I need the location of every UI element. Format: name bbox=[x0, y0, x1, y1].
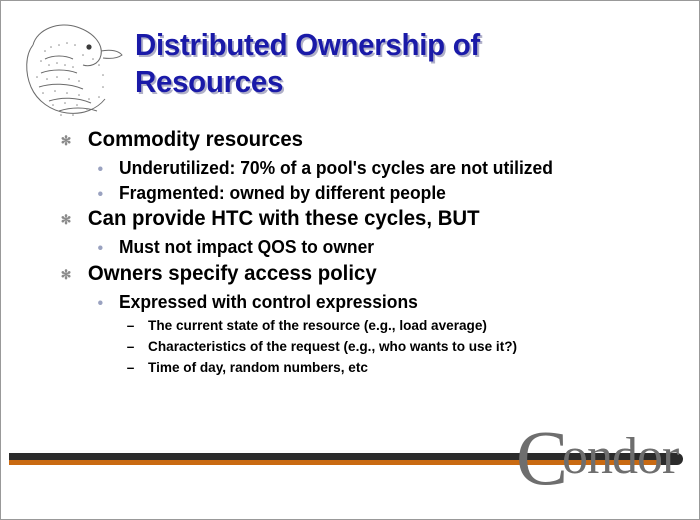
list-item bbox=[53, 156, 664, 180]
dot-bullet-icon: • bbox=[97, 240, 104, 258]
asterisk-bullet-icon: ✻ bbox=[60, 212, 72, 228]
dash-bullet-icon: – bbox=[126, 316, 135, 333]
condor-logo bbox=[516, 414, 696, 501]
eagle-head-icon bbox=[15, 15, 125, 123]
list-item bbox=[53, 336, 664, 356]
list-item-label: Characteristics of the request (e.g., who wants to use it?) bbox=[148, 338, 518, 355]
list-item-label: Underutilized: 70% of a pool's cycles are not utilized bbox=[118, 157, 553, 178]
list-item bbox=[53, 181, 664, 205]
list-item-label: Time of day, random numbers, etc bbox=[148, 359, 368, 376]
list-item-label: The current state of the resource (e.g., load average) bbox=[148, 316, 487, 333]
list-item bbox=[53, 290, 664, 314]
slide-title: Distributed Ownership of Resources bbox=[135, 27, 480, 99]
asterisk-bullet-icon: ✻ bbox=[60, 266, 72, 282]
list-item-label: Commodity resources bbox=[87, 128, 304, 151]
slide-body bbox=[53, 127, 683, 379]
asterisk-bullet-icon: ✻ bbox=[60, 133, 72, 148]
list-item bbox=[53, 315, 664, 335]
dot-bullet-icon: • bbox=[97, 294, 104, 312]
list-item-label: Expressed with control expressions bbox=[118, 291, 418, 312]
list-item bbox=[53, 127, 664, 154]
dot-bullet-icon: • bbox=[97, 186, 104, 204]
list-item-label: Fragmented: owned by different people bbox=[118, 183, 446, 204]
list-item-label: Owners specify access policy bbox=[87, 261, 377, 285]
list-item bbox=[53, 357, 664, 377]
list-item bbox=[53, 235, 664, 259]
list-item-label: Must not impact QOS to owner bbox=[118, 237, 375, 258]
list-item bbox=[53, 206, 664, 233]
dash-bullet-icon: – bbox=[126, 359, 135, 376]
list-item-label: Can provide HTC with these cycles, BUT bbox=[87, 207, 480, 231]
list-item bbox=[53, 261, 664, 288]
condor-logo-initial: C bbox=[516, 414, 569, 501]
dot-bullet-icon: • bbox=[97, 160, 104, 178]
dash-bullet-icon: – bbox=[126, 338, 135, 355]
condor-logo-text: ondor bbox=[562, 428, 679, 485]
